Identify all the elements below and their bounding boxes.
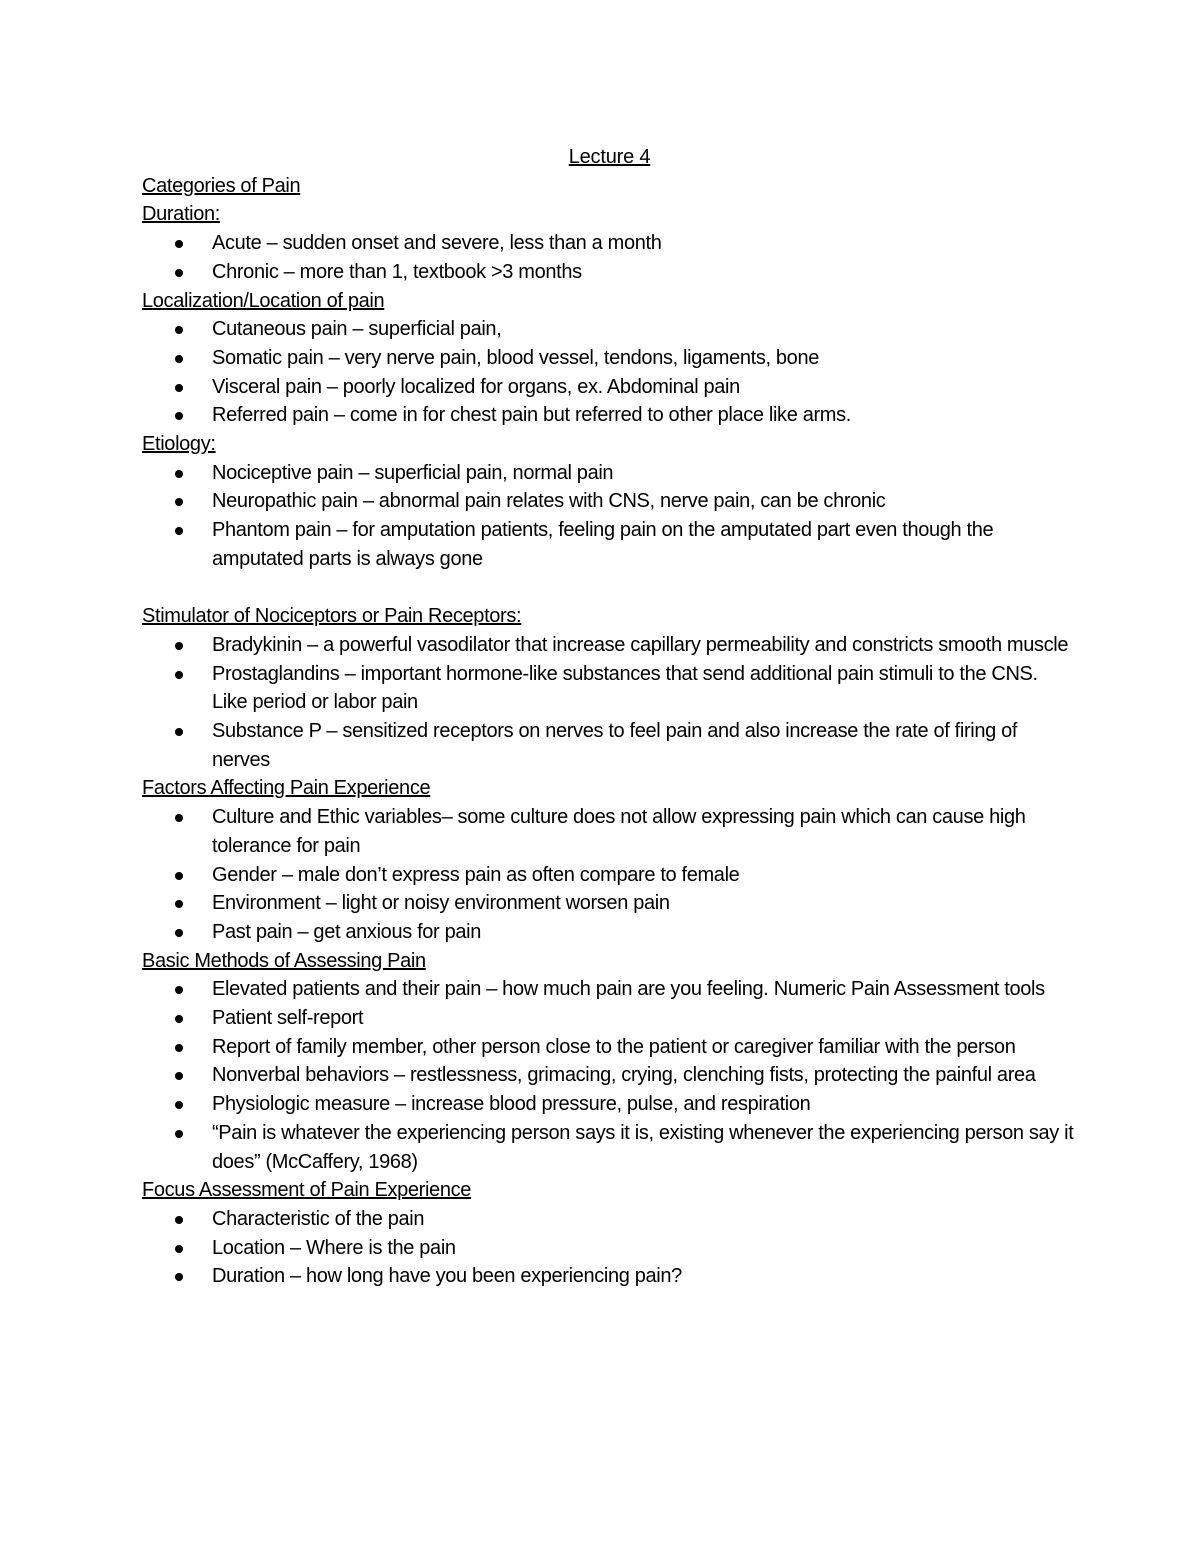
list-item-text: Characteristic of the pain — [212, 1207, 425, 1230]
list-item-text: Culture and Ethic variables– some culture does not allow expressing pain which can cause high tolerance for pain — [212, 806, 1026, 857]
list-item — [142, 315, 1077, 344]
bullet-icon — [175, 269, 183, 277]
etiology-list — [142, 459, 1077, 574]
bullet-icon — [175, 1216, 183, 1224]
focus-assessment-list — [142, 1205, 1077, 1291]
bullet-icon — [175, 527, 183, 535]
list-item-text: Visceral pain – poorly localized for organs, ex. Abdominal pain — [212, 375, 740, 398]
bullet-icon — [175, 326, 183, 334]
list-item — [142, 1090, 1077, 1119]
list-item-text: Somatic pain – very nerve pain, blood vessel, tendons, ligaments, bone — [212, 346, 819, 369]
list-item-text: Prostaglandins – important hormone-like substances that send additional pain stimuli to the CNS. Like period or labor pain — [212, 662, 1038, 714]
bullet-icon — [175, 470, 183, 478]
list-item — [142, 1004, 1077, 1033]
list-item-text: Past pain – get anxious for pain — [212, 920, 481, 943]
list-item-text: Substance P – sensitized receptors on nerves to feel pain and also increase the rate of firing of nerves — [212, 720, 1018, 771]
bullet-icon — [175, 900, 183, 908]
list-item — [142, 1234, 1077, 1263]
list-item-text: Elevated patients and their pain – how much pain are you feeling. Numeric Pain Assessment tools — [212, 978, 1045, 1001]
list-item — [142, 660, 1077, 717]
bullet-icon — [175, 1130, 183, 1138]
bullet-icon — [175, 814, 183, 822]
bullet-icon — [175, 671, 183, 679]
list-item — [142, 918, 1077, 947]
list-item-text: Physiologic measure – increase blood pressure, pulse, and respiration — [212, 1093, 811, 1116]
bullet-icon — [175, 1273, 183, 1281]
bullet-icon — [175, 872, 183, 880]
bullet-icon — [175, 1101, 183, 1109]
list-item — [142, 344, 1077, 373]
list-item — [142, 1061, 1077, 1090]
list-item-text: Gender – male don’t express pain as often compare to female — [212, 863, 740, 886]
blank-line — [142, 574, 1077, 603]
page-title: Lecture 4 — [568, 146, 651, 168]
list-item — [142, 889, 1077, 918]
list-item — [142, 1262, 1077, 1291]
list-item-text: Neuropathic pain – abnormal pain relates with CNS, nerve pain, can be chronic — [212, 490, 886, 513]
bullet-icon — [175, 498, 183, 506]
bullet-icon — [175, 1245, 183, 1253]
section-heading-categories: Categories of Pain — [142, 174, 301, 197]
duration-list — [142, 229, 1077, 286]
list-item-text: Report of family member, other person close to the patient or caregiver familiar with the person — [212, 1035, 1016, 1058]
list-item-text: Phantom pain – for amputation patients, feeling pain on the amputated part even though the amputated parts is always gone — [212, 519, 994, 570]
list-item — [142, 401, 1077, 430]
list-item-text: Nonverbal behaviors – restlessness, grimacing, crying, clenching fists, protecting the painful area — [212, 1064, 1036, 1087]
list-item — [142, 229, 1077, 258]
list-item-text: Environment – light or noisy environment worsen pain — [212, 892, 670, 915]
section-heading-basic-methods: Basic Methods of Assessing Pain — [142, 949, 426, 972]
list-item-text: Bradykinin – a powerful vasodilator that increase capillary permeability and constricts smooth muscle — [212, 633, 1069, 656]
bullet-icon — [175, 412, 183, 420]
section-heading-factors: Factors Affecting Pain Experience — [142, 777, 431, 800]
list-item-text: Duration – how long have you been experiencing pain? — [212, 1265, 682, 1288]
list-item-text: Referred pain – come in for chest pain but referred to other place like arms. — [212, 404, 851, 427]
factors-list — [142, 803, 1077, 947]
section-heading-stimulator: Stimulator of Nociceptors or Pain Receptors: — [142, 605, 522, 628]
basic-methods-list — [142, 975, 1077, 1176]
list-item — [142, 516, 1077, 573]
bullet-icon — [175, 355, 183, 363]
list-item — [142, 803, 1077, 860]
list-item-text: Nociceptive pain – superficial pain, normal pain — [212, 461, 614, 484]
list-item — [142, 631, 1077, 660]
list-item-text: Location – Where is the pain — [212, 1236, 456, 1259]
list-item-text: Patient self-report — [212, 1007, 364, 1030]
bullet-icon — [175, 929, 183, 937]
bullet-icon — [175, 240, 183, 248]
bullet-icon — [175, 1072, 183, 1080]
document-content — [142, 143, 1077, 1291]
list-item — [142, 1119, 1077, 1176]
list-item-text: Chronic – more than 1, textbook >3 months — [212, 260, 582, 283]
section-heading-focus-assessment: Focus Assessment of Pain Experience — [142, 1179, 472, 1202]
bullet-icon — [175, 1015, 183, 1023]
localization-list — [142, 315, 1077, 430]
list-item — [142, 1033, 1077, 1062]
section-heading-duration: Duration: — [142, 203, 221, 226]
section-heading-etiology: Etiology: — [142, 433, 216, 456]
list-item — [142, 1205, 1077, 1234]
list-item — [142, 487, 1077, 516]
list-item — [142, 717, 1077, 774]
stimulator-list — [142, 631, 1077, 775]
list-item — [142, 975, 1077, 1004]
bullet-icon — [175, 728, 183, 736]
bullet-icon — [175, 642, 183, 650]
list-item — [142, 861, 1077, 890]
bullet-icon — [175, 384, 183, 392]
list-item — [142, 258, 1077, 287]
list-item-text: Acute – sudden onset and severe, less than a month — [212, 232, 662, 255]
section-heading-localization: Localization/Location of pain — [142, 289, 385, 312]
list-item — [142, 459, 1077, 488]
list-item — [142, 373, 1077, 402]
list-item-text: Cutaneous pain – superficial pain, — [212, 318, 502, 341]
list-item-text: “Pain is whatever the experiencing person says it is, existing whenever the experiencing person say it does” (McCaffery, 1968) — [212, 1121, 1074, 1173]
bullet-icon — [175, 1044, 183, 1052]
bullet-icon — [175, 986, 183, 994]
